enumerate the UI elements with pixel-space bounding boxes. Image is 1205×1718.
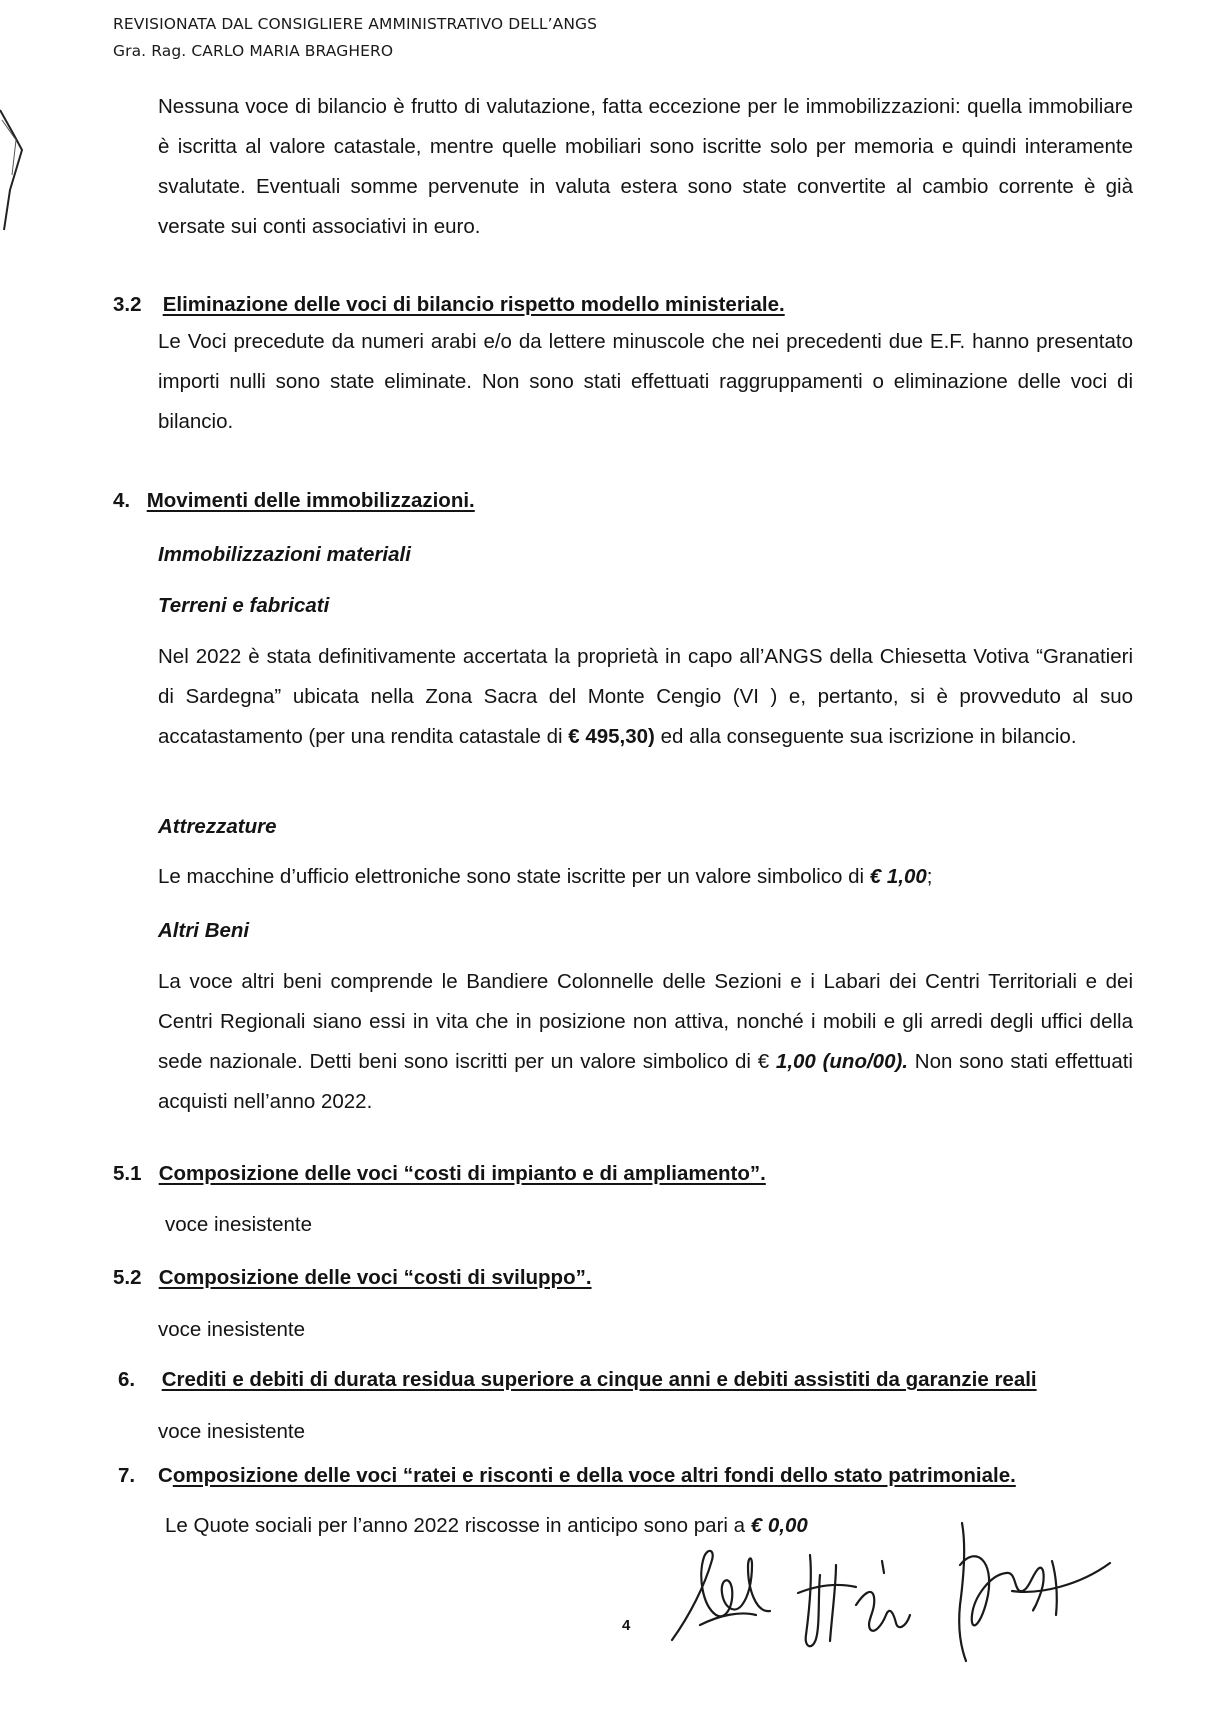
section-6-text: voce inesistente (158, 1420, 306, 1443)
section-title: Crediti e debiti di durata residua superiore a cinque anni e debiti assistiti da garanzie reali (161, 1368, 1037, 1391)
handwritten-signatures (660, 1465, 1180, 1665)
section-number: 7. (118, 1464, 136, 1487)
section-title: Eliminazione delle voci di bilancio rispetto modello ministeriale. (162, 293, 785, 316)
section-5-2-text: voce inesistente (158, 1318, 306, 1341)
section-number: 6. (118, 1368, 136, 1391)
section-number: 5.2 (113, 1266, 142, 1289)
subheading-altri-beni: Altri Beni (158, 919, 250, 942)
section-title: omposizione delle voci “ratei e risconti e della voce altri fondi dello stato patrimoniale. (172, 1464, 1016, 1487)
section-title: Movimenti delle immobilizzazioni. (146, 489, 475, 512)
intro-paragraph: Nessuna voce di bilancio è frutto di valutazione, fatta eccezione per le immobilizzazioni: quella immobiliare è iscritta al valore catastale, mentre quelle mobiliari sono iscritte solo per memoria e quindi interamente svalutate. Eventuali somme pervenute in valuta estera sono state convertite al cambio corrente è già versate sui conti associativi in euro. (158, 95, 1133, 238)
section-number: 5.1 (113, 1162, 142, 1185)
section-title: Composizione delle voci “costi di impianto e di ampliamento”. (158, 1162, 766, 1185)
section-5-1-text: voce inesistente (165, 1213, 313, 1236)
section-4-heading (113, 489, 475, 513)
page-number: 4 (622, 1617, 631, 1634)
section-5-2-heading (113, 1266, 592, 1290)
header-line-2: Gra. Rag. CARLO MARIA BRAGHERO (113, 42, 394, 60)
altri-beni-text: La voce altri beni comprende le Bandiere Colonnelle delle Sezioni e i Labari dei Centri Territoriali e dei Centri Regionali siano essi in vita che in posizione non attiva, nonché i mobili e gli arredi degli uffici della sede nazionale. Detti beni sono iscritti per un valore simbolico di € (158, 970, 1133, 1073)
section-title: Composizione delle voci “costi di sviluppo”. (158, 1266, 592, 1289)
subheading-immobilizzazioni-materiali: Immobilizzazioni materiali (158, 543, 411, 566)
scan-edge-mark (0, 80, 30, 240)
altri-beni-text-end: Non sono stati effettuati acquisti nell’anno 2022. (158, 1050, 1133, 1113)
section-3-2-paragraph: Le Voci precedute da numeri arabi e/o da lettere minuscole che nei precedenti due E.F. hanno presentato importi nulli sono state eliminate. Non sono stati effettuati raggruppamenti o eliminazione delle voci di bilancio. (158, 330, 1133, 433)
terreni-paragraph (158, 637, 1133, 757)
attrezzature-text-main: Le macchine d’ufficio elettroniche sono state iscritte per un valore simbolico di (158, 865, 870, 888)
section-number: 3.2 (113, 293, 142, 316)
subheading-terreni-fabricati: Terreni e fabricati (158, 594, 330, 617)
section-number: 4. (113, 489, 131, 512)
attrezzature-text (158, 865, 933, 889)
section-6-heading (118, 1368, 1037, 1392)
section-title-lead: C (158, 1464, 173, 1487)
terreni-text-end: ed alla conseguente sua iscrizione in bilancio. (654, 725, 1077, 748)
header-line-1: REVISIONATA DAL CONSIGLIERE AMMINISTRATIVO DELL’ANGS (113, 15, 598, 33)
attrezzature-text-end: ; (926, 865, 933, 888)
subheading-attrezzature: Attrezzature (158, 815, 277, 838)
section-3-2-heading (113, 293, 785, 317)
section-7-amount: € 0,00 (750, 1514, 808, 1537)
section-5-1-heading (113, 1162, 766, 1186)
altri-beni-paragraph (158, 962, 1133, 1122)
terreni-amount: € 495,30) (568, 725, 655, 748)
attrezzature-amount: € 1,00 (869, 865, 927, 888)
terreni-text: Nel 2022 è stata definitivamente accertata la proprietà in capo all’ANGS della Chiesetta Votiva “Granatieri di Sardegna” ubicata nella Zona Sacra del Monte Cengio (VI ) e, pertanto, si è provveduto al suo accatastamento (per una rendita catastale di (158, 645, 1133, 748)
altri-beni-amount: 1,00 (uno/00). (775, 1050, 908, 1073)
section-7-text-main: Le Quote sociali per l’anno 2022 riscosse in anticipo sono pari a (165, 1514, 751, 1537)
